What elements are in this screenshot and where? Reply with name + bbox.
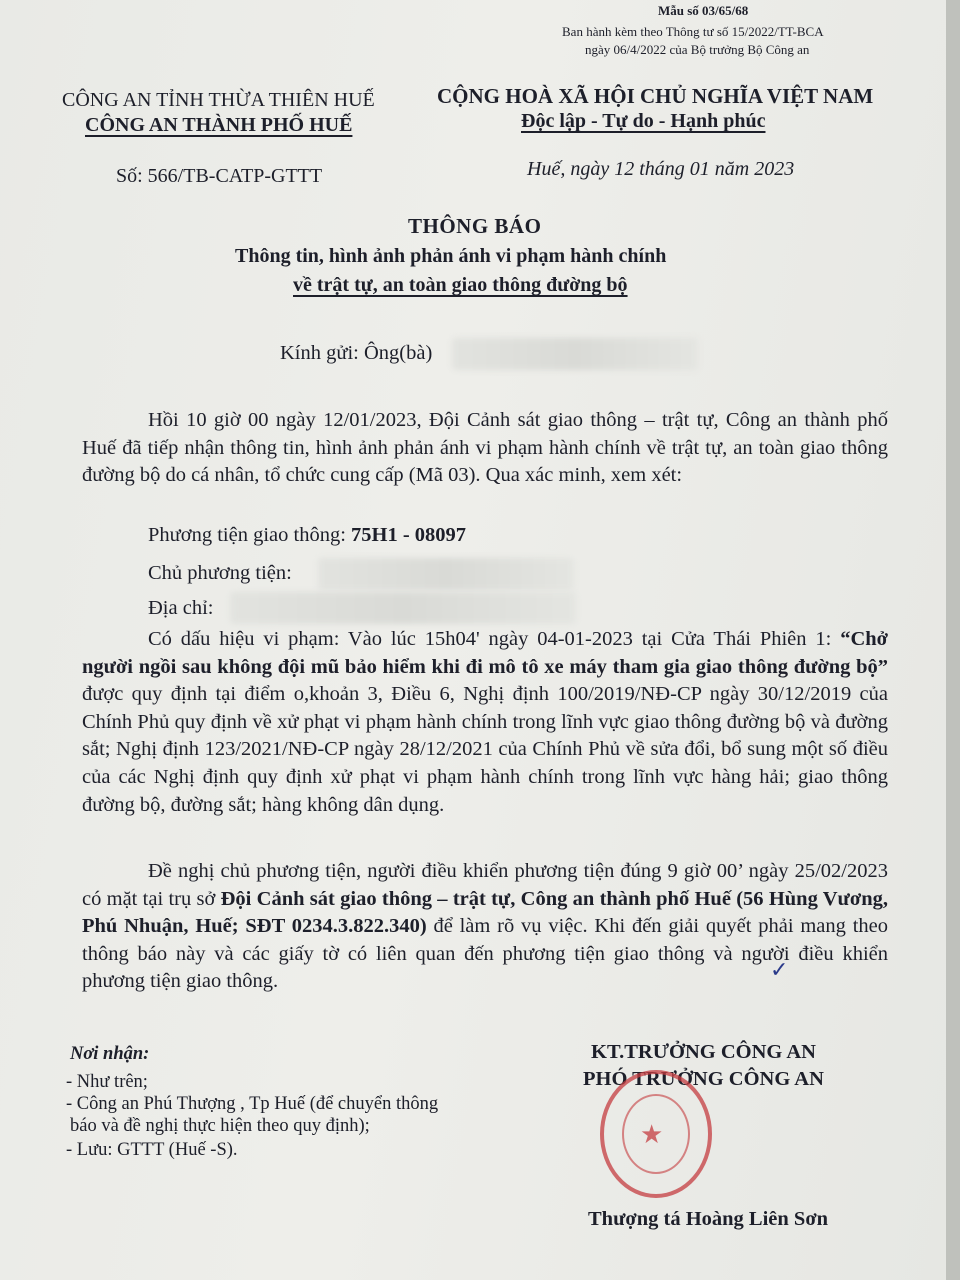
recipient-item-2: - Công an Phú Thượng , Tp Huế (để chuyển thông xyxy=(66,1094,439,1114)
background-surface xyxy=(946,0,960,1280)
violation-paragraph: Có dấu hiệu vi phạm: Vào lúc 15h04' ngày 04-01-2023 tại Cửa Thái Phiên 1: “Chở người ngồi sau không đội mũ bảo hiểm khi đi mô tô xe máy tham gia giao thông đường bộ” được quy định tại điểm o,khoản 3, Điều 6, Nghị định 100/2019/NĐ-CP ngày 30/12/2019 của Chính Phủ quy định về xử phạt vi phạm hành chính trong lĩnh vực giao thông đường bộ và đường sắt; Nghị định 123/2021/NĐ-CP ngày 28/12/2021 của Chính Phủ về sửa đổi, bổ sung một số điều của các Nghị định quy định xử phạt vi phạm hành chính trong lĩnh vực hàng hải; giao thông đường bộ, đường sắt; hàng không dân dụng. xyxy=(82,628,888,816)
recipient-item-3: - Lưu: GTTT (Huế -S). xyxy=(66,1140,238,1160)
intro-paragraph: Hồi 10 giờ 00 ngày 12/01/2023, Đội Cảnh sát giao thông – trật tự, Công an thành phố Huế đã tiếp nhận thông tin, hình ảnh phản ánh vi phạm hành chính về trật tự, an toàn giao thông đường bộ do cá nhân, tổ chức cung cấp (Mã 03). Qua xác minh, xem xét: xyxy=(82,409,888,487)
recipient-salutation: Kính gửi: Ông(bà) xyxy=(280,342,433,364)
recipient-item-1: - Như trên; xyxy=(66,1072,148,1092)
request-paragraph: Đề nghị chủ phương tiện, người điều khiển phương tiện đúng 9 giờ 00’ ngày 25/02/2023 có mặt tại trụ sở Đội Cảnh sát giao thông – trật tự, Công an thành phố Huế (56 Hùng Vương, Phú Nhuận, Huế; SĐT 0234.3.822.340) để làm rõ vụ việc. Khi đến giải quyết phải mang theo thông báo này và các giấy tờ có liên quan đến phương tiện giao thông và người điều khiển phương tiện giao thông. xyxy=(82,860,888,993)
signature-title-line-2: PHÓ TRƯỞNG CÔNG AN xyxy=(583,1068,824,1090)
national-motto: Độc lập - Tự do - Hạnh phúc xyxy=(521,110,766,132)
document-subtitle-line-1: Thông tin, hình ảnh phản ánh vi phạm hành chính xyxy=(235,245,667,267)
agency-parent: CÔNG AN TỈNH THỪA THIÊN HUẾ xyxy=(62,89,375,111)
signature-title-line-1: KT.TRƯỞNG CÔNG AN xyxy=(591,1041,816,1063)
check-mark-icon: ✓ xyxy=(770,958,789,983)
office-address: Đội Cảnh sát giao thông – trật tự, Công an thành phố Huế (56 Hùng Vương, Phú Nhuận, Huế; SĐT 0234.3.822.340) xyxy=(82,887,888,938)
form-number: Mẫu số 03/65/68 xyxy=(658,3,749,18)
vehicle-line: Phương tiện giao thông: 75H1 - 08097 xyxy=(148,524,467,546)
redacted-owner xyxy=(318,558,574,590)
country-name: CỘNG HOÀ XÃ HỘI CHỦ NGHĨA VIỆT NAM xyxy=(437,84,874,108)
place-and-date: Huế, ngày 12 tháng 01 năm 2023 xyxy=(527,158,795,180)
redacted-address xyxy=(230,592,576,624)
recipient-item-2b: báo và đề nghị thực hiện theo quy định); xyxy=(70,1116,370,1136)
seal-star-icon: ★ xyxy=(640,1120,664,1150)
recipients-title: Nơi nhận: xyxy=(70,1044,150,1064)
document-subtitle-line-2: về trật tự, an toàn giao thông đường bộ xyxy=(293,274,628,296)
form-issuance-line-1: Ban hành kèm theo Thông tư số 15/2022/TT-BCA xyxy=(562,24,824,39)
agency-name: CÔNG AN THÀNH PHỐ HUẾ xyxy=(85,114,353,136)
document-title: THÔNG BÁO xyxy=(408,214,542,238)
form-issuance-line-2: ngày 06/4/2022 của Bộ trưởng Bộ Công an xyxy=(585,42,810,57)
violation-description: “Chở người ngồi sau không đội mũ bảo hiểm khi đi mô tô xe máy tham gia giao thông đường bộ” xyxy=(82,628,888,678)
document-number: Số: 566/TB-CATP-GTTT xyxy=(116,165,323,187)
vehicle-plate: 75H1 - 08097 xyxy=(351,524,467,546)
signer-name: Thượng tá Hoàng Liên Sơn xyxy=(588,1208,829,1230)
address-label: Địa chỉ: xyxy=(148,597,214,619)
owner-label: Chủ phương tiện: xyxy=(148,562,292,584)
redacted-recipient-name xyxy=(452,338,698,370)
